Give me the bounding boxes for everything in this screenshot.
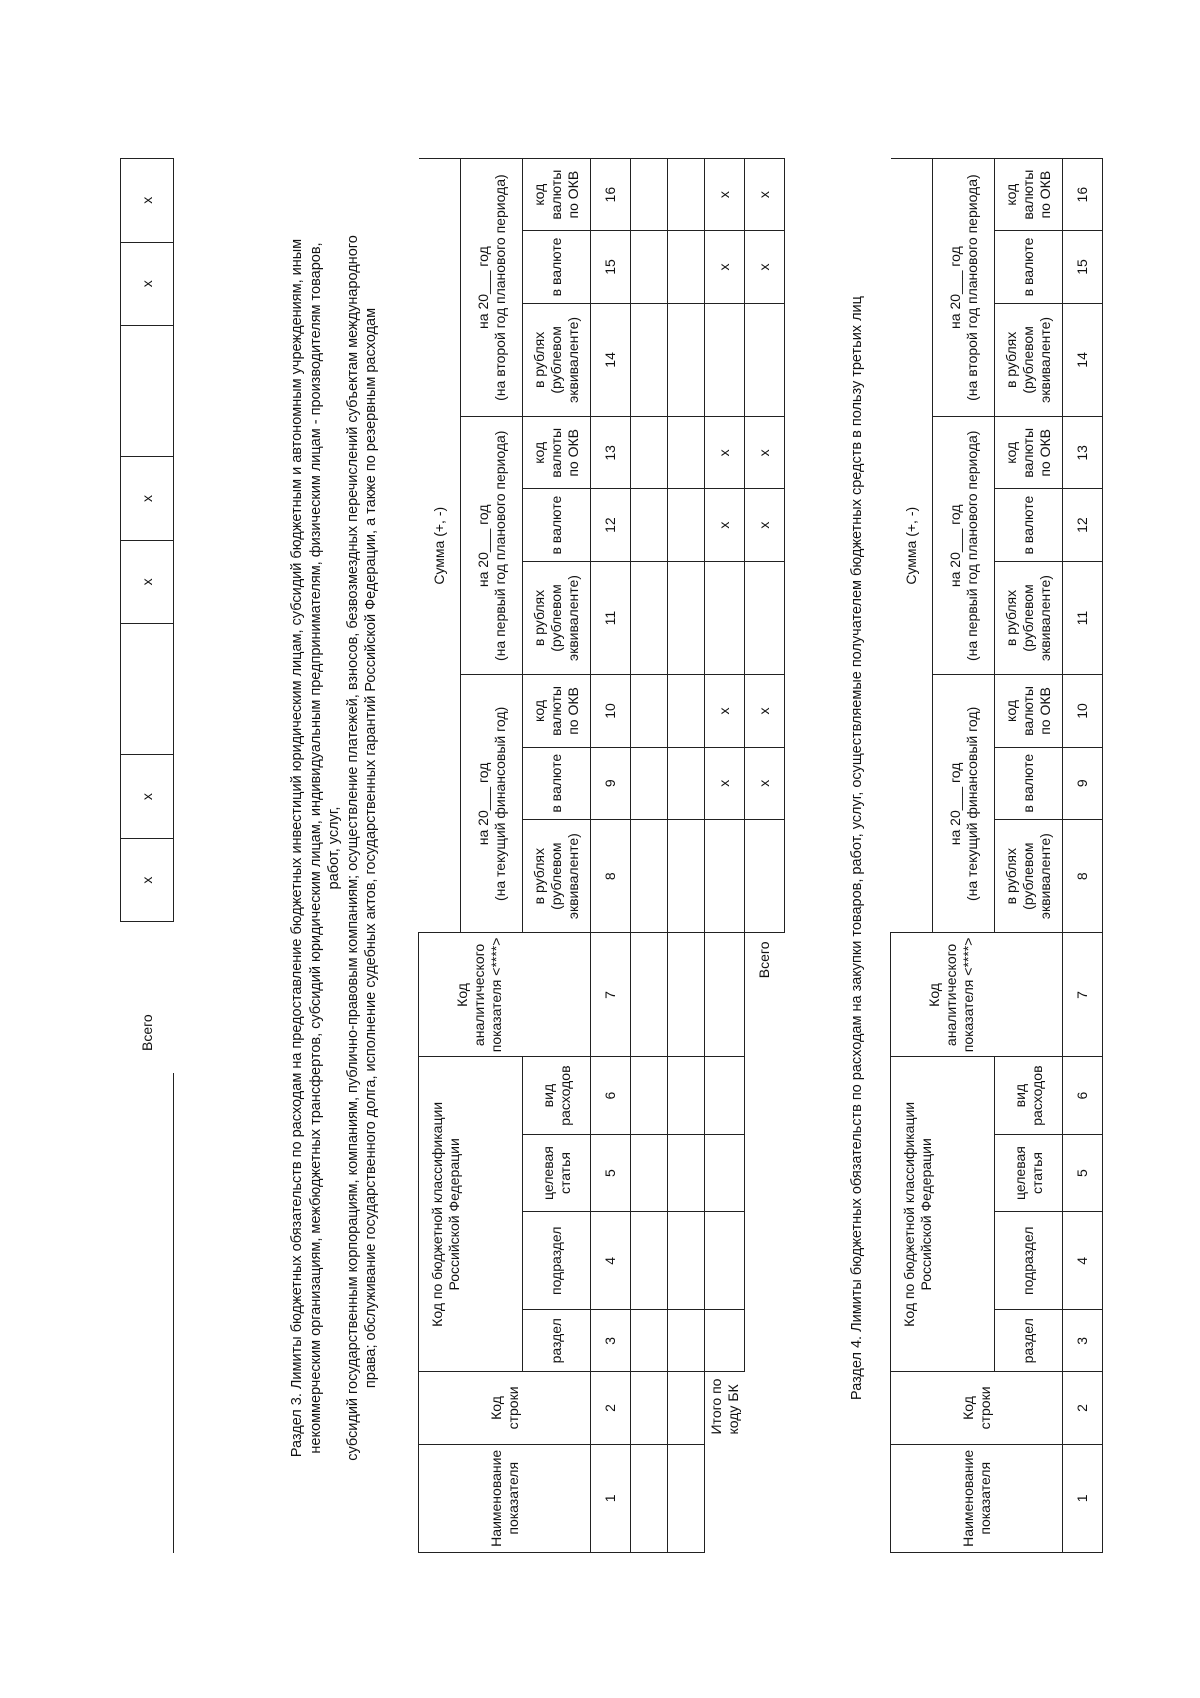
previous-total-cell: x (121, 838, 174, 921)
column-number: 16 (591, 159, 631, 231)
bk-total-row (705, 159, 745, 1553)
cell (631, 231, 668, 303)
header-target-item: целевая статья (523, 1134, 591, 1211)
header-sum: Сумма (+, -) (419, 159, 461, 933)
header-year-second-line2: (на второй год планового периода) (491, 174, 508, 401)
header-bk-code: Код по бюджетной классификации Российской Федерации (419, 1057, 523, 1372)
header-year-second-line2: (на второй год планового периода) (963, 174, 980, 401)
cell (668, 561, 705, 675)
previous-total-cell: x (121, 242, 174, 325)
section4-table (890, 158, 1103, 1553)
section3-table-wrap (418, 158, 785, 1553)
cell (668, 1310, 705, 1372)
header-year-current-line1: на 20___ год (474, 762, 491, 846)
cell (631, 417, 668, 489)
header-target-item: целевая статья (995, 1134, 1063, 1211)
header-year-second (461, 159, 523, 417)
cell (705, 1310, 745, 1372)
header-section: раздел (523, 1310, 591, 1372)
header-year-first-line1: на 20___ год (474, 504, 491, 588)
cell (705, 1212, 745, 1310)
header-subsection: подраздел (995, 1212, 1063, 1310)
cell (631, 561, 668, 675)
header-currency-code: код валюты по ОКВ (523, 159, 591, 231)
cell (631, 159, 668, 231)
header-in-currency: в валюте (995, 747, 1063, 819)
cell (668, 303, 705, 417)
bk-total-cell: x (705, 417, 745, 489)
column-number: 4 (591, 1212, 631, 1310)
column-number: 5 (591, 1134, 631, 1211)
header-year-second-line1: на 20___ год (946, 246, 963, 329)
previous-total-cell: x (121, 540, 174, 623)
header-year-current (933, 675, 995, 933)
header-year-current-line2: (на текущий финансовый год) (963, 706, 980, 902)
cell (668, 1057, 705, 1134)
header-sum: Сумма (+, -) (891, 159, 933, 933)
total-cell: x (745, 417, 785, 489)
column-number: 7 (591, 933, 631, 1057)
cell (631, 747, 668, 819)
header-in-rubles: в рублях (рублевом эквиваленте) (523, 561, 591, 675)
header-indicator-name: Наименование показателя (891, 1444, 1063, 1552)
previous-table-total-row (120, 158, 174, 1053)
cell (668, 1212, 705, 1310)
header-in-rubles: в рублях (рублевом эквиваленте) (995, 303, 1063, 417)
header-year-first-line2: (на первый год планового периода) (491, 430, 508, 661)
previous-total-cell (121, 624, 174, 755)
column-number: 10 (1063, 675, 1103, 747)
header-year-second (933, 159, 995, 417)
column-number-row (591, 159, 631, 1553)
cell (631, 489, 668, 561)
header-currency-code: код валюты по ОКВ (995, 159, 1063, 231)
header-year-second-line1: на 20___ год (474, 246, 491, 329)
header-in-currency: в валюте (523, 489, 591, 561)
header-in-rubles: в рублях (рублевом эквиваленте) (995, 561, 1063, 675)
cell (631, 303, 668, 417)
section4-caption-line: Раздел 4. Лимиты бюджетных обязательств по расходам на закупки товаров, работ, услуг, осуществляемые получателем бюджетных средств в пользу третьих лиц (849, 296, 865, 1400)
column-number: 16 (1063, 159, 1103, 231)
header-currency-code: код валюты по ОКВ (523, 675, 591, 747)
header-currency-code: код валюты по ОКВ (995, 417, 1063, 489)
section4-table-wrap (890, 158, 1103, 1553)
header-analytic-code: Код аналитического показателя <****> (891, 933, 1063, 1057)
column-number: 11 (1063, 561, 1103, 675)
previous-total-cell (121, 326, 174, 457)
section3-table (418, 158, 785, 1553)
cell (705, 1057, 745, 1134)
column-number: 3 (1063, 1310, 1103, 1372)
section3-caption-line: некоммерческим организациям, межбюджетных трансфертов, субсидий юридическим лицам, индивидуальным предпринимателям, физическим лицам - производителям товаров, работ, услуг, (307, 242, 342, 1454)
column-number: 5 (1063, 1134, 1103, 1211)
header-in-currency: в валюте (523, 747, 591, 819)
column-number: 3 (591, 1310, 631, 1372)
cell (668, 489, 705, 561)
column-number: 1 (591, 1444, 631, 1552)
section3-caption-line: субсидий государственным корпорациям, компаниям, публично-правовым компаниям; осуществление платежей, взносов, безвозмездных перечислений субъектам международного (344, 235, 361, 1461)
cell (668, 1444, 705, 1552)
column-number: 15 (1063, 231, 1103, 303)
column-number: 2 (1063, 1372, 1103, 1444)
cell (668, 231, 705, 303)
table-row (668, 159, 705, 1553)
cell (668, 933, 705, 1057)
section4-caption (848, 228, 867, 1468)
header-section: раздел (995, 1310, 1063, 1372)
cell (705, 933, 745, 1057)
cell (668, 1134, 705, 1211)
column-number: 12 (591, 489, 631, 561)
cell (668, 417, 705, 489)
column-number: 14 (1063, 303, 1103, 417)
column-number: 8 (591, 819, 631, 933)
section3-caption (288, 228, 381, 1468)
previous-table-bottom-line (173, 1073, 174, 1553)
bk-total-cell (705, 561, 745, 675)
column-number: 9 (591, 747, 631, 819)
bk-total-cell: x (705, 231, 745, 303)
header-year-current-line2: (на текущий финансовый год) (491, 706, 508, 902)
bk-total-cell (705, 303, 745, 417)
header-currency-code: код валюты по ОКВ (995, 675, 1063, 747)
cell (668, 1372, 705, 1444)
header-in-rubles: в рублях (рублевом эквиваленте) (995, 819, 1063, 933)
header-expense-type: вид расходов (995, 1057, 1063, 1134)
total-cell (745, 561, 785, 675)
total-cell (745, 819, 785, 933)
cell (705, 1134, 745, 1211)
cell (631, 1134, 668, 1211)
column-number: 15 (591, 231, 631, 303)
cell (631, 819, 668, 933)
column-number: 6 (591, 1057, 631, 1134)
bk-total-cell: x (705, 747, 745, 819)
bk-total-cell: x (705, 675, 745, 747)
section3-caption-line: Раздел 3. Лимиты бюджетных обязательств по расходам на предоставление бюджетных инвестиций юридическим лицам, субсидий бюджетным и автономным учреждениям, иным (289, 238, 305, 1458)
header-bk-code: Код по бюджетной классификации Российской Федерации (891, 1057, 995, 1372)
total-cell: x (745, 675, 785, 747)
header-expense-type: вид расходов (523, 1057, 591, 1134)
header-indicator-name: Наименование показателя (419, 1444, 591, 1552)
cell (668, 747, 705, 819)
cell (631, 1057, 668, 1134)
column-number: 10 (591, 675, 631, 747)
total-cell: x (745, 159, 785, 231)
cell (631, 1372, 668, 1444)
column-number: 13 (1063, 417, 1103, 489)
bk-total-cell: x (705, 159, 745, 231)
bk-total-cell (705, 819, 745, 933)
column-number: 9 (1063, 747, 1103, 819)
column-number: 12 (1063, 489, 1103, 561)
total-row (745, 159, 785, 1553)
header-in-currency: в валюте (995, 489, 1063, 561)
previous-total-cell: x (121, 457, 174, 540)
previous-total-label: Всего (121, 922, 174, 1053)
previous-total-cell: x (121, 755, 174, 838)
cell (668, 675, 705, 747)
column-number: 14 (591, 303, 631, 417)
cell (668, 819, 705, 933)
header-row-code: Код строки (419, 1372, 591, 1444)
header-analytic-code: Код аналитического показателя <****> (419, 933, 591, 1057)
header-year-first-line1: на 20___ год (946, 504, 963, 588)
header-row-code: Код строки (891, 1372, 1063, 1444)
header-year-first (933, 417, 995, 675)
total-cell: x (745, 747, 785, 819)
column-number: 1 (1063, 1444, 1103, 1552)
table-row (631, 159, 668, 1553)
column-number: 8 (1063, 819, 1103, 933)
column-number: 4 (1063, 1212, 1103, 1310)
header-in-rubles: в рублях (рублевом эквиваленте) (523, 819, 591, 933)
cell (631, 675, 668, 747)
header-in-currency: в валюте (523, 231, 591, 303)
bk-total-label: Итого по коду БК (705, 1372, 745, 1553)
cell (631, 1444, 668, 1552)
cell (631, 1212, 668, 1310)
cell (668, 159, 705, 231)
column-number: 11 (591, 561, 631, 675)
column-number: 6 (1063, 1057, 1103, 1134)
total-label: Всего (745, 933, 785, 1553)
header-currency-code: код валюты по ОКВ (523, 417, 591, 489)
header-in-rubles: в рублях (рублевом эквиваленте) (523, 303, 591, 417)
cell (631, 933, 668, 1057)
column-number: 2 (591, 1372, 631, 1444)
column-number: 7 (1063, 933, 1103, 1057)
header-subsection: подраздел (523, 1212, 591, 1310)
total-cell (745, 303, 785, 417)
header-year-current-line1: на 20___ год (946, 762, 963, 846)
header-year-current (461, 675, 523, 933)
column-number: 13 (591, 417, 631, 489)
header-year-first-line2: (на первый год планового периода) (963, 430, 980, 661)
header-in-currency: в валюте (995, 231, 1063, 303)
header-year-first (461, 417, 523, 675)
column-number-row (1063, 159, 1103, 1553)
total-cell: x (745, 231, 785, 303)
previous-total-cell: x (121, 159, 174, 243)
previous-total-table (120, 158, 174, 1053)
bk-total-cell: x (705, 489, 745, 561)
section3-caption-line: права; обслуживание государственного долга, исполнение судебных актов, государственных гарантий Российской Федерации, а также по резервным расходам (363, 307, 379, 1389)
cell (631, 1310, 668, 1372)
total-cell: x (745, 489, 785, 561)
